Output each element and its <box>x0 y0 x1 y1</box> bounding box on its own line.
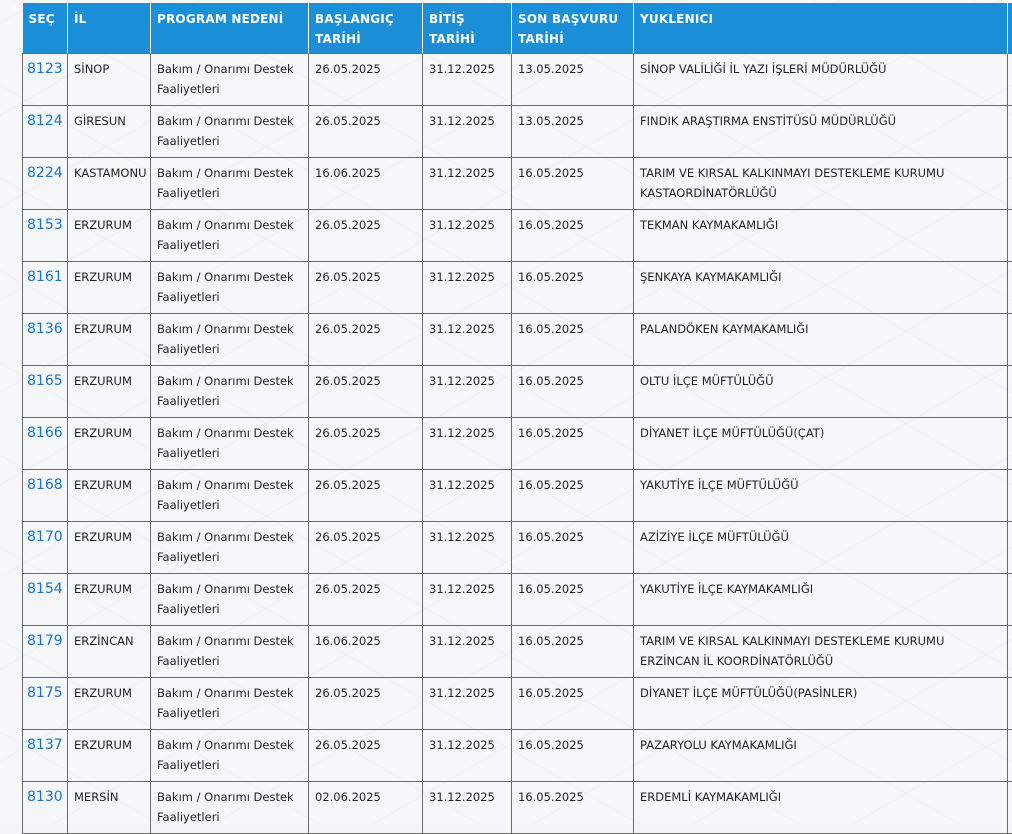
cell-son-basvuru: 16.05.2025 <box>512 730 634 782</box>
cell-yuklenici: DİYANET İLÇE MÜFTÜLÜĞÜ(PASİNLER) <box>634 678 1008 730</box>
cell-il: ERZURUM <box>68 314 151 366</box>
cell-yuklenici: YAKUTİYE İLÇE MÜFTÜLÜĞÜ <box>634 470 1008 522</box>
cell-son-basvuru: 16.05.2025 <box>512 418 634 470</box>
select-link[interactable]: 8136 <box>27 321 63 337</box>
cell-program: Bakım / Onarımı Destek Faaliyetleri <box>151 366 309 418</box>
cell-baslangic: 26.05.2025 <box>309 314 423 366</box>
cell-program: Bakım / Onarımı Destek Faaliyetleri <box>151 418 309 470</box>
cell-program: Bakım / Onarımı Destek Faaliyetleri <box>151 470 309 522</box>
cell-yuklenici: YAKUTİYE İLÇE KAYMAKAMLIĞI <box>634 574 1008 626</box>
cell-bitis: 31.12.2025 <box>423 730 512 782</box>
cell-yuklenici: PAZARYOLU KAYMAKAMLIĞI <box>634 730 1008 782</box>
cell-sec <box>23 158 68 210</box>
cell-yuklenici: TARIM VE KIRSAL KALKINMAYI DESTEKLEME KURUMU KASTAORDİNATÖRLÜĞÜ <box>634 158 1008 210</box>
cell-il: ERZİNCAN <box>68 626 151 678</box>
table-row <box>23 54 1012 106</box>
table-row <box>23 314 1012 366</box>
cell-sec <box>23 54 68 106</box>
table-row <box>23 522 1012 574</box>
cell-bitis: 31.12.2025 <box>423 54 512 106</box>
select-link[interactable]: 8153 <box>27 217 63 233</box>
cell-il: ERZURUM <box>68 210 151 262</box>
cell-sec <box>23 678 68 730</box>
select-link[interactable]: 8161 <box>27 269 63 285</box>
cell-extra <box>1008 470 1012 522</box>
select-link[interactable]: 8165 <box>27 373 63 389</box>
cell-sec <box>23 210 68 262</box>
cell-program: Bakım / Onarımı Destek Faaliyetleri <box>151 54 309 106</box>
header-baslangic: BAŞLANGIÇ TARİHİ <box>309 3 423 54</box>
cell-yuklenici: PALANDÖKEN KAYMAKAMLIĞI <box>634 314 1008 366</box>
cell-baslangic: 26.05.2025 <box>309 366 423 418</box>
cell-program: Bakım / Onarımı Destek Faaliyetleri <box>151 782 309 834</box>
cell-il: ERZURUM <box>68 574 151 626</box>
cell-il: KASTAMONU <box>68 158 151 210</box>
cell-program: Bakım / Onarımı Destek Faaliyetleri <box>151 574 309 626</box>
cell-yuklenici: SİNOP VALİLİĞİ İL YAZI İŞLERİ MÜDÜRLÜĞÜ <box>634 54 1008 106</box>
table-row <box>23 262 1012 314</box>
select-link[interactable]: 8137 <box>27 737 63 753</box>
cell-bitis: 31.12.2025 <box>423 210 512 262</box>
cell-bitis: 31.12.2025 <box>423 470 512 522</box>
table-row <box>23 106 1012 158</box>
cell-yuklenici: TARIM VE KIRSAL KALKINMAYI DESTEKLEME KURUMU ERZİNCAN İL KOORDİNATÖRLÜĞÜ <box>634 626 1008 678</box>
cell-bitis: 31.12.2025 <box>423 314 512 366</box>
header-il: İL <box>68 3 151 54</box>
cell-baslangic: 26.05.2025 <box>309 262 423 314</box>
table-header <box>23 3 1012 54</box>
cell-il: ERZURUM <box>68 678 151 730</box>
cell-sec <box>23 626 68 678</box>
select-link[interactable]: 8224 <box>27 165 63 181</box>
cell-bitis: 31.12.2025 <box>423 626 512 678</box>
cell-baslangic: 26.05.2025 <box>309 678 423 730</box>
select-link[interactable]: 8166 <box>27 425 63 441</box>
cell-extra <box>1008 158 1012 210</box>
cell-il: ERZURUM <box>68 470 151 522</box>
cell-son-basvuru: 16.05.2025 <box>512 678 634 730</box>
cell-son-basvuru: 16.05.2025 <box>512 262 634 314</box>
cell-son-basvuru: 16.05.2025 <box>512 782 634 834</box>
cell-son-basvuru: 13.05.2025 <box>512 54 634 106</box>
cell-baslangic: 02.06.2025 <box>309 782 423 834</box>
program-table <box>22 3 1012 834</box>
cell-baslangic: 16.06.2025 <box>309 626 423 678</box>
cell-extra <box>1008 418 1012 470</box>
cell-baslangic: 26.05.2025 <box>309 106 423 158</box>
cell-yuklenici: DİYANET İLÇE MÜFTÜLÜĞÜ(ÇAT) <box>634 418 1008 470</box>
cell-son-basvuru: 16.05.2025 <box>512 158 634 210</box>
cell-yuklenici: TEKMAN KAYMAKAMLIĞI <box>634 210 1008 262</box>
cell-sec <box>23 366 68 418</box>
select-link[interactable]: 8154 <box>27 581 63 597</box>
cell-program: Bakım / Onarımı Destek Faaliyetleri <box>151 730 309 782</box>
cell-son-basvuru: 16.05.2025 <box>512 470 634 522</box>
cell-extra <box>1008 106 1012 158</box>
cell-baslangic: 26.05.2025 <box>309 574 423 626</box>
cell-sec <box>23 782 68 834</box>
cell-extra <box>1008 782 1012 834</box>
cell-extra <box>1008 730 1012 782</box>
cell-son-basvuru: 13.05.2025 <box>512 106 634 158</box>
table-row <box>23 678 1012 730</box>
cell-sec <box>23 522 68 574</box>
cell-yuklenici: ERDEMLİ KAYMAKAMLIĞI <box>634 782 1008 834</box>
cell-baslangic: 16.06.2025 <box>309 158 423 210</box>
cell-son-basvuru: 16.05.2025 <box>512 522 634 574</box>
select-link[interactable]: 8175 <box>27 685 63 701</box>
cell-program: Bakım / Onarımı Destek Faaliyetleri <box>151 678 309 730</box>
cell-program: Bakım / Onarımı Destek Faaliyetleri <box>151 158 309 210</box>
cell-sec <box>23 106 68 158</box>
select-link[interactable]: 8170 <box>27 529 63 545</box>
cell-extra <box>1008 574 1012 626</box>
cell-sec <box>23 470 68 522</box>
cell-bitis: 31.12.2025 <box>423 158 512 210</box>
cell-program: Bakım / Onarımı Destek Faaliyetleri <box>151 210 309 262</box>
cell-yuklenici: OLTU İLÇE MÜFTÜLÜĞÜ <box>634 366 1008 418</box>
cell-extra <box>1008 678 1012 730</box>
cell-baslangic: 26.05.2025 <box>309 730 423 782</box>
cell-sec <box>23 574 68 626</box>
cell-program: Bakım / Onarımı Destek Faaliyetleri <box>151 262 309 314</box>
cell-program: Bakım / Onarımı Destek Faaliyetleri <box>151 106 309 158</box>
table-row <box>23 470 1012 522</box>
select-link[interactable]: 8124 <box>27 113 63 129</box>
cell-bitis: 31.12.2025 <box>423 522 512 574</box>
cell-sec <box>23 730 68 782</box>
cell-son-basvuru: 16.05.2025 <box>512 626 634 678</box>
cell-il: ERZURUM <box>68 730 151 782</box>
header-program: PROGRAM NEDENİ <box>151 3 309 54</box>
cell-sec <box>23 418 68 470</box>
table-row <box>23 366 1012 418</box>
table-row <box>23 418 1012 470</box>
cell-extra <box>1008 210 1012 262</box>
cell-extra <box>1008 314 1012 366</box>
cell-il: GİRESUN <box>68 106 151 158</box>
cell-extra <box>1008 262 1012 314</box>
cell-bitis: 31.12.2025 <box>423 262 512 314</box>
table-row <box>23 158 1012 210</box>
cell-program: Bakım / Onarımı Destek Faaliyetleri <box>151 522 309 574</box>
cell-baslangic: 26.05.2025 <box>309 418 423 470</box>
table-row <box>23 730 1012 782</box>
header-sec: SEÇ <box>23 3 68 54</box>
select-link[interactable]: 8168 <box>27 477 63 493</box>
cell-yuklenici: AZİZİYE İLÇE MÜFTÜLÜĞÜ <box>634 522 1008 574</box>
select-link[interactable]: 8179 <box>27 633 63 649</box>
table-row <box>23 782 1012 834</box>
cell-baslangic: 26.05.2025 <box>309 470 423 522</box>
cell-baslangic: 26.05.2025 <box>309 210 423 262</box>
table-row <box>23 574 1012 626</box>
cell-extra <box>1008 522 1012 574</box>
cell-son-basvuru: 16.05.2025 <box>512 210 634 262</box>
cell-yuklenici: FINDIK ARAŞTIRMA ENSTİTÜSÜ MÜDÜRLÜĞÜ <box>634 106 1008 158</box>
cell-program: Bakım / Onarımı Destek Faaliyetleri <box>151 626 309 678</box>
select-link[interactable]: 8130 <box>27 789 63 805</box>
cell-son-basvuru: 16.05.2025 <box>512 366 634 418</box>
cell-baslangic: 26.05.2025 <box>309 522 423 574</box>
table-row <box>23 210 1012 262</box>
cell-yuklenici: ŞENKAYA KAYMAKAMLIĞI <box>634 262 1008 314</box>
cell-il: ERZURUM <box>68 522 151 574</box>
cell-program: Bakım / Onarımı Destek Faaliyetleri <box>151 314 309 366</box>
cell-son-basvuru: 16.05.2025 <box>512 314 634 366</box>
cell-bitis: 31.12.2025 <box>423 678 512 730</box>
cell-il: ERZURUM <box>68 262 151 314</box>
header-extra <box>1008 3 1012 54</box>
cell-baslangic: 26.05.2025 <box>309 54 423 106</box>
header-yuklenici: YUKLENICI <box>634 3 1008 54</box>
table-body <box>23 54 1012 834</box>
cell-bitis: 31.12.2025 <box>423 418 512 470</box>
cell-il: MERSİN <box>68 782 151 834</box>
cell-son-basvuru: 16.05.2025 <box>512 574 634 626</box>
cell-il: ERZURUM <box>68 366 151 418</box>
cell-extra <box>1008 366 1012 418</box>
cell-sec <box>23 314 68 366</box>
cell-bitis: 31.12.2025 <box>423 366 512 418</box>
cell-sec <box>23 262 68 314</box>
cell-extra <box>1008 54 1012 106</box>
cell-il: ERZURUM <box>68 418 151 470</box>
table-row <box>23 626 1012 678</box>
cell-il: SİNOP <box>68 54 151 106</box>
header-bitis: BİTİŞ TARİHİ <box>423 3 512 54</box>
header-son-basvuru: SON BAŞVURU TARİHİ <box>512 3 634 54</box>
cell-bitis: 31.12.2025 <box>423 574 512 626</box>
select-link[interactable]: 8123 <box>27 61 63 77</box>
cell-bitis: 31.12.2025 <box>423 782 512 834</box>
cell-bitis: 31.12.2025 <box>423 106 512 158</box>
cell-extra <box>1008 626 1012 678</box>
